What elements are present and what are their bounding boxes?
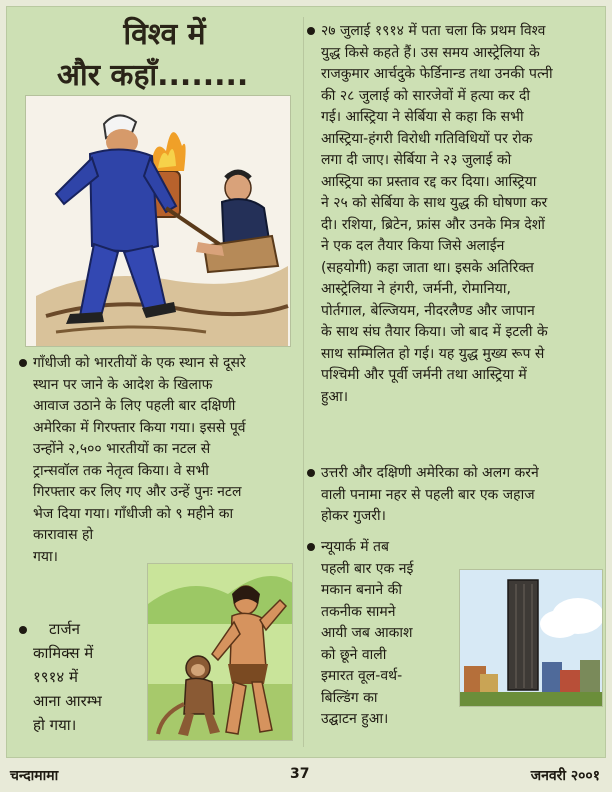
newyork-line: इमारत वूल-वर्थ- — [321, 668, 403, 684]
ww1-line: राजकुमार आर्चदुके फेर्डिनान्ड तथा उनकी पत्नी — [321, 66, 553, 82]
gandhi-line: उन्होंने २,५०० भारतीयों का नटल से — [33, 441, 211, 457]
gandhi-line: गिरफ्तार कर लिए गए और उन्हें पुनः नटल — [33, 484, 242, 500]
ww1-line: (सहयोगी) कहा जाता था। इसके अतिरिक्त — [321, 259, 534, 276]
ww1-line: आस्ट्रिया-हंगरी विरोधी गतिविधियों पर रोक — [321, 130, 533, 147]
newyork-line: पहली बार एक नई — [321, 560, 414, 577]
title-line-1: विश्व में — [123, 17, 206, 52]
gandhi-paragraph — [19, 353, 299, 568]
page-background — [6, 6, 606, 758]
panama-line: होकर गुजरी। — [321, 508, 386, 524]
bullet-icon — [307, 543, 315, 551]
newyork-line: आयी जब आकाश — [321, 625, 413, 641]
title-line-2: और कहाँ........ — [57, 58, 249, 93]
woolworth-building-illustration — [459, 569, 603, 707]
panama-line: वाली पनामा नहर से पहली बार एक जहाज — [321, 486, 535, 503]
bullet-icon — [19, 359, 27, 367]
page-footer — [0, 760, 612, 792]
ww1-line: ने २५ को सेर्बिया के साथ युद्ध की घोषणा कर — [321, 195, 548, 211]
page-title — [37, 15, 292, 97]
tarzan-paragraph — [19, 617, 137, 737]
newyork-line: उद्घाटन हुआ। — [321, 711, 389, 727]
gandhi-line: ट्रान्सवॉल तक नेतृत्व किया। वे सभी — [33, 462, 209, 479]
bullet-icon — [307, 469, 315, 477]
ww1-line: आस्ट्रिया का प्रस्ताव रद्द कर दिया। आस्ट्रिया — [321, 173, 537, 190]
tarzan-line: कामिक्स में — [33, 644, 94, 662]
ww1-paragraph — [307, 21, 601, 408]
gandhi-line: भेज दिया गया। गाँधीजी को ९ महीने का — [33, 505, 234, 522]
panama-paragraph — [307, 463, 601, 528]
building-drawing — [460, 570, 603, 707]
bullet-icon — [19, 626, 27, 634]
newyork-line: बिल्डिंग का — [321, 689, 378, 706]
panama-line: उत्तरी और दक्षिणी अमेरिका को अलग करने — [307, 463, 601, 485]
ww1-line: युद्ध किसे कहते हैं। उस समय आस्ट्रेलिया के — [321, 44, 540, 61]
gandhi-line: कारावास हो — [33, 527, 94, 543]
ww1-line: लगा दी जाए। सेर्बिया ने २३ जुलाई को — [321, 152, 512, 168]
tarzan-line: आना आरम्भ — [33, 692, 102, 710]
gandhi-arrest-illustration — [25, 95, 291, 347]
ww1-line: आस्ट्रेलिया ने हंगरी, जर्मनी, रोमानिया, — [321, 281, 511, 297]
ww1-line: २७ जुलाई १९१४ में पता चला कि प्रथम विश्व — [307, 21, 601, 43]
newyork-line: तकनीक सामने — [321, 603, 396, 620]
footer-date: जनवरी २००१ — [530, 768, 600, 784]
tarzan-line: हो गया। — [33, 716, 77, 734]
bullet-icon — [307, 27, 315, 35]
gandhi-line: अमेरिका में गिरफ्तार किया गया। इससे पूर्व — [33, 419, 246, 436]
footer-magazine-name: चन्दामामा — [10, 768, 59, 784]
ww1-line: पश्चिमी और पूर्वी जर्मनी तथा आस्ट्रिया में — [321, 367, 527, 383]
tarzan-illustration — [147, 563, 293, 741]
newyork-paragraph — [307, 537, 457, 731]
newyork-line: को छूने वाली — [321, 646, 387, 663]
tarzan-line: टार्जन — [19, 617, 137, 641]
ww1-line: दी। रशिया, ब्रिटेन, फ्रांस और उनके मित्र देशों — [321, 216, 545, 233]
gandhi-arrest-drawing — [26, 96, 291, 347]
newyork-line: न्यूयार्क में तब — [307, 537, 457, 559]
gandhi-line: आवाज उठाने के लिए पहली बार दक्षिणी — [33, 398, 236, 414]
ww1-line: पोर्तगाल, बेल्जियम, नीदरलैण्ड और जापान — [321, 302, 535, 319]
ww1-line: साथ सम्मिलित हो गई। यह युद्ध मुख्य रूप से — [321, 345, 545, 362]
column-divider — [303, 17, 304, 747]
ww1-line: ने एक दल तैयार किया जिसे अलाईन — [321, 238, 505, 254]
footer-page-number: 37 — [290, 766, 310, 782]
ww1-line: गई। आस्ट्रिया ने सेर्बिया से कहा कि सभी — [321, 109, 524, 125]
gandhi-line: स्थान पर जाने के आदेश के खिलाफ — [33, 376, 213, 393]
gandhi-line: गाँधीजी को भारतीयों के एक स्थान से दूसरे — [19, 353, 299, 375]
ww1-line: के साथ संघ तैयार किया। जो बाद में इटली के — [321, 324, 548, 340]
gandhi-line: गया। — [33, 548, 58, 565]
ww1-line: की २८ जुलाई को सारजेवों में हत्या कर दी — [321, 87, 531, 104]
newyork-line: मकान बनाने की — [321, 582, 402, 598]
ww1-line: हुआ। — [321, 388, 349, 405]
tarzan-line: १९१४ में — [33, 668, 78, 686]
tarzan-drawing — [148, 564, 293, 741]
